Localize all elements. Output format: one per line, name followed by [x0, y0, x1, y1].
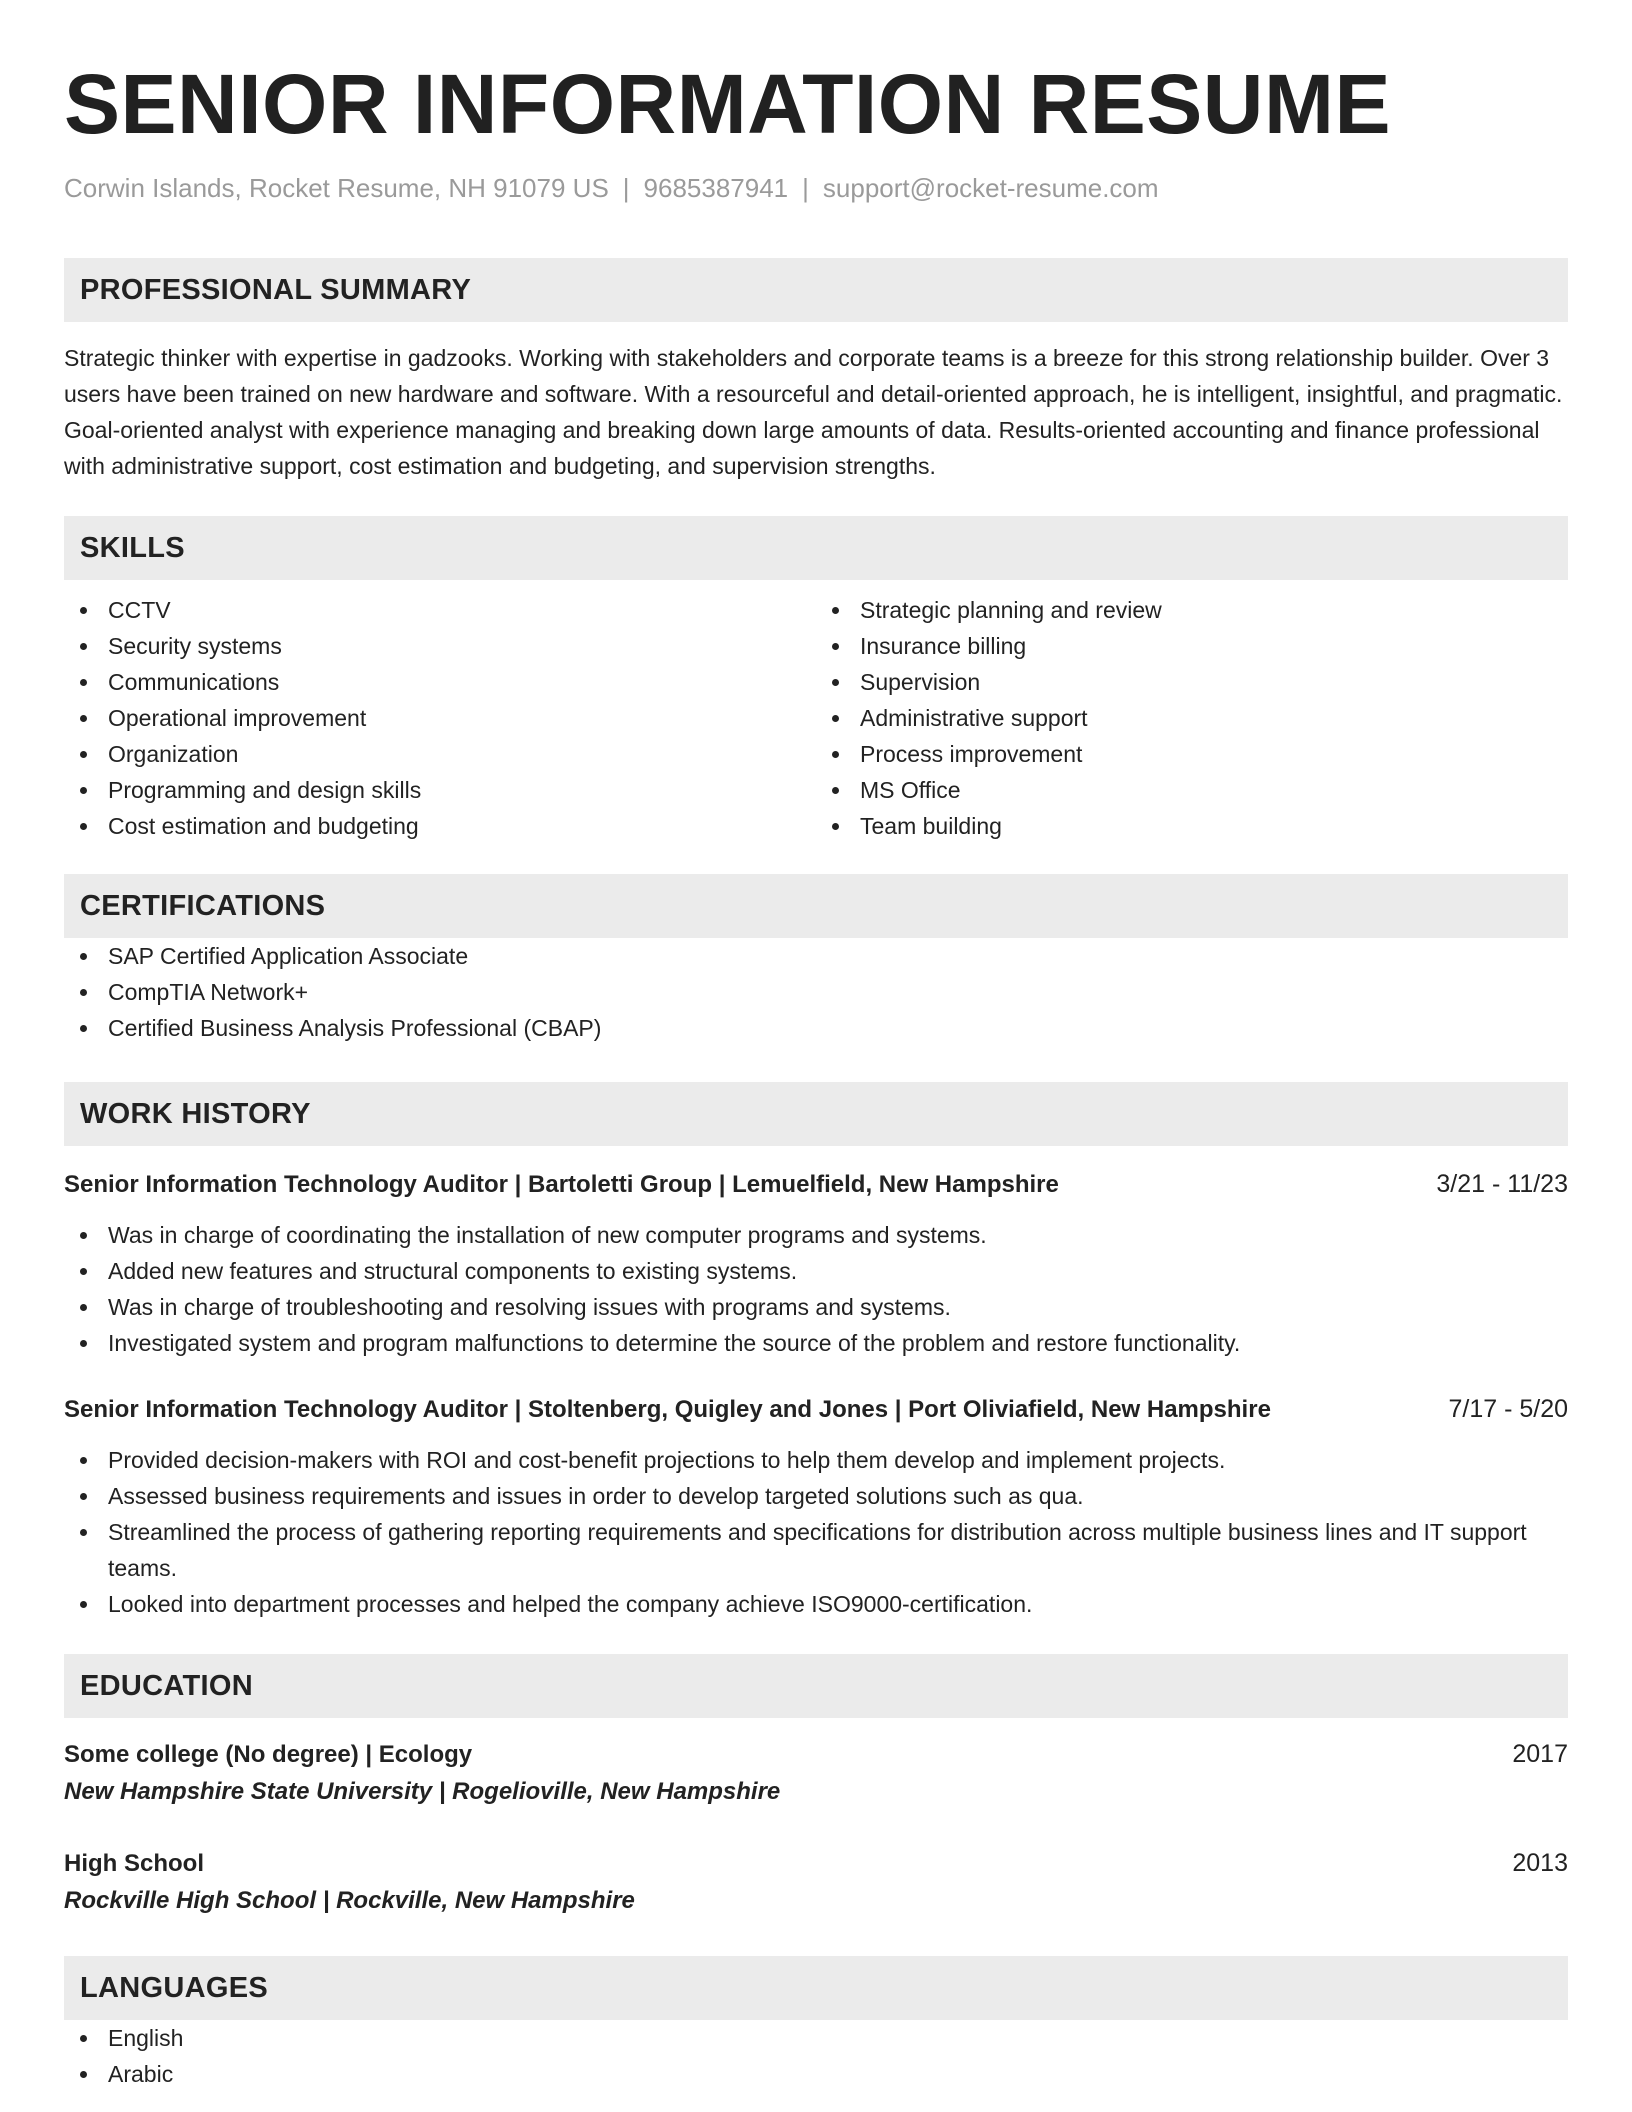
skill-item: Strategic planning and review: [816, 592, 1568, 628]
contact-line: [64, 170, 1568, 206]
education-header: [64, 1845, 1568, 1882]
education-entry: [64, 1736, 1568, 1811]
job-title: Senior Information Technology Auditor | Stoltenberg, Quigley and Jones | Port Oliviafield, New Hampshire: [64, 1396, 1271, 1423]
education-year: 2013: [1512, 1849, 1568, 1877]
education-section: [64, 1654, 1568, 1920]
languages-heading: LANGUAGES: [64, 1956, 1568, 2020]
summary-heading: PROFESSIONAL SUMMARY: [64, 258, 1568, 322]
skill-item: Cost estimation and budgeting: [64, 808, 816, 844]
skill-item: Programming and design skills: [64, 772, 816, 808]
skills-column-left: [64, 592, 816, 844]
job-bullets: [64, 1442, 1568, 1622]
contact-separator: |: [802, 173, 809, 203]
education-heading: EDUCATION: [64, 1654, 1568, 1718]
skills-list-left: [64, 592, 816, 844]
work-history-section: [64, 1082, 1568, 1622]
job-bullet: Investigated system and program malfunctions to determine the source of the problem and restore functionality.: [64, 1325, 1568, 1361]
language-item: English: [64, 2020, 1568, 2056]
education-degree: Some college (No degree) | Ecology: [64, 1741, 473, 1768]
education-degree: High School: [64, 1850, 204, 1877]
languages-list: [64, 2020, 1568, 2092]
job-dates: 7/17 - 5/20: [1448, 1395, 1568, 1423]
contact-email[interactable]: support@rocket-resume.com: [822, 173, 1159, 203]
summary-section: [64, 258, 1568, 484]
skill-item: MS Office: [816, 772, 1568, 808]
contact-phone: 9685387941: [643, 173, 789, 203]
job-bullet: Provided decision-makers with ROI and cost-benefit projections to help them develop and implement projects.: [64, 1442, 1568, 1478]
education-school: New Hampshire State University | Rogelioville, New Hampshire: [64, 1778, 781, 1805]
certification-item: Certified Business Analysis Professional (CBAP): [64, 1010, 1568, 1046]
skill-item: Organization: [64, 736, 816, 772]
job-bullet: Was in charge of troubleshooting and resolving issues with programs and systems.: [64, 1289, 1568, 1325]
resume-title: SENIOR INFORMATION RESUME: [64, 57, 1391, 151]
languages-section: [64, 1956, 1568, 2092]
education-school: Rockville High School | Rockville, New Hampshire: [64, 1887, 635, 1914]
skills-grid: [64, 592, 1568, 844]
job-bullet: Assessed business requirements and issues in order to develop targeted solutions such as qua.: [64, 1478, 1568, 1514]
education-year: 2017: [1512, 1740, 1568, 1768]
skill-item: Process improvement: [816, 736, 1568, 772]
job-entry: [64, 1166, 1568, 1361]
skill-item: Communications: [64, 664, 816, 700]
work-history-heading: WORK HISTORY: [64, 1082, 1568, 1146]
summary-text: Strategic thinker with expertise in gadzooks. Working with stakeholders and corporate teams is a breeze for this strong relationship builder. Over 3 users have been trained on new hardware and software. With a resourceful and detail-oriented approach, he is intelligent, insightful, and pragmatic. Goal-oriented analyst with experience managing and breaking down large amounts of data. Results-oriented accounting and finance professional with administrative support, cost estimation and budgeting, and supervision strengths.: [64, 345, 1563, 479]
skill-item: Team building: [816, 808, 1568, 844]
job-bullet: Streamlined the process of gathering reporting requirements and specifications for distribution across multiple business lines and IT support teams.: [64, 1514, 1568, 1586]
skill-item: Operational improvement: [64, 700, 816, 736]
skill-item: CCTV: [64, 592, 816, 628]
certifications-list: [64, 938, 1568, 1046]
job-entry: [64, 1391, 1568, 1622]
job-bullet: Added new features and structural components to existing systems.: [64, 1253, 1568, 1289]
contact-separator: |: [622, 173, 630, 203]
skill-item: Insurance billing: [816, 628, 1568, 664]
skills-section: [64, 516, 1568, 844]
skills-column-right: [816, 592, 1568, 844]
job-dates: 3/21 - 11/23: [1436, 1170, 1568, 1198]
skill-item: Administrative support: [816, 700, 1568, 736]
certifications-section: [64, 874, 1568, 1046]
education-entry: [64, 1845, 1568, 1920]
certification-item: SAP Certified Application Associate: [64, 938, 1568, 974]
certifications-heading: CERTIFICATIONS: [64, 874, 1568, 938]
certification-item: CompTIA Network+: [64, 974, 1568, 1010]
job-title: Senior Information Technology Auditor | Bartoletti Group | Lemuelfield, New Hampshire: [64, 1171, 1059, 1198]
job-bullets: [64, 1217, 1568, 1361]
skills-heading: SKILLS: [64, 516, 1568, 580]
language-item: Arabic: [64, 2056, 1568, 2092]
education-header: [64, 1736, 1568, 1773]
skill-item: Supervision: [816, 664, 1568, 700]
job-header: [64, 1166, 1568, 1203]
job-bullet: Looked into department processes and helped the company achieve ISO9000-certification.: [64, 1586, 1568, 1622]
job-bullet: Was in charge of coordinating the installation of new computer programs and systems.: [64, 1217, 1568, 1253]
skill-item: Security systems: [64, 628, 816, 664]
job-header: [64, 1391, 1568, 1428]
skills-list-right: [816, 592, 1568, 844]
contact-address: Corwin Islands, Rocket Resume, NH 91079 US: [64, 173, 609, 203]
